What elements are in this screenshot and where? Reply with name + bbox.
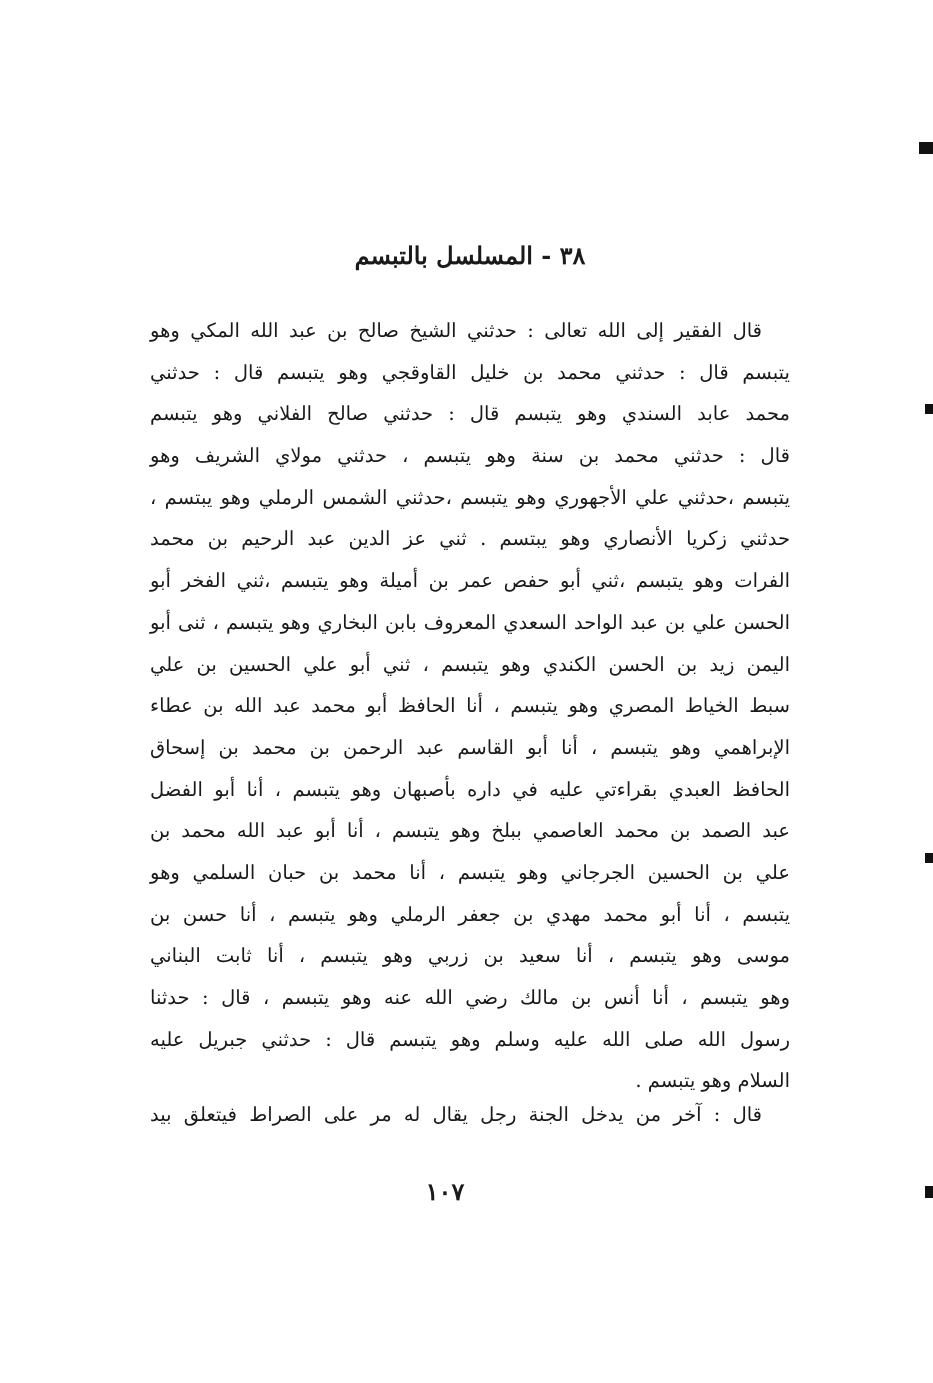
- text-line: وهو يتبسم ، أنا أنس بن مالك رضي الله عنه وهو يتبسم ، قال : حدثنا: [150, 986, 790, 1009]
- main-paragraph: [150, 310, 790, 1102]
- scan-edge-mark: [925, 404, 933, 414]
- text-line: اليمن زيد بن الحسن الكندي وهو يتبسم ، ثني أبو علي الحسين بن علي: [150, 652, 790, 676]
- scan-edge-mark: [919, 142, 933, 154]
- text-line: الحسن علي بن عبد الواحد السعدي المعروف بابن البخاري وهو يتبسم ، ثنى أبو: [150, 610, 790, 634]
- text-line: قال : آخر من يدخل الجنة رجل يقال له مر على الصراط فيتعلق بيد: [150, 1103, 762, 1126]
- second-paragraph: [150, 1094, 790, 1136]
- text-line: الإبراهمي وهو يتبسم ، أنا أبو القاسم عبد الرحمن بن محمد بن إسحاق: [150, 735, 790, 759]
- text-line: الفرات وهو يتبسم ،ثني أبو حفص عمر بن أميلة وهو يتبسم ،ثني الفخر أبو: [150, 569, 790, 593]
- text-line: يتبسم ،حدثني علي الأجهوري وهو يتبسم ،حدثني الشمس الرملي وهو يبتسم ،: [150, 485, 790, 509]
- page-number: ١٠٧: [425, 1177, 465, 1206]
- text-line: موسى وهو يتبسم ، أنا سعيد بن زربي وهو يتبسم ، أنا ثابت البناني: [150, 944, 790, 968]
- text-line: قال الفقير إلى الله تعالى : حدثني الشيخ صالح بن عبد الله المكي وهو: [150, 319, 762, 342]
- text-line: حدثني زكريا الأنصاري وهو يبتسم . ثني عز الدين عبد الرحيم بن محمد: [150, 527, 790, 551]
- text-line: سبط الخياط المصري وهو يتبسم ، أنا الحافظ أبو محمد عبد الله بن عطاء: [150, 694, 790, 718]
- text-line: رسول الله صلى الله عليه وسلم وهو يتبسم قال : حدثني جبريل عليه: [150, 1027, 790, 1051]
- text-line: الحافظ العبدي بقراءتي عليه في داره بأصبهان وهو يتبسم ، أنا أبو الفضل: [150, 777, 790, 801]
- text-line: السلام وهو يتبسم .: [635, 1069, 790, 1093]
- text-line: عبد الصمد بن محمد العاصمي ببلخ وهو يتبسم ، أنا أبو عبد الله محمد بن: [150, 819, 790, 843]
- text-line: محمد عابد السندي وهو يتبسم قال : حدثني صالح الفلاني وهو يتبسم: [150, 402, 790, 426]
- text-line: قال : حدثني محمد بن سنة وهو يتبسم ، حدثني مولاي الشريف وهو: [150, 444, 790, 468]
- text-line: يتبسم قال : حدثني محمد بن خليل القاوقجي وهو يتبسم قال : حدثني: [150, 360, 790, 384]
- scan-edge-mark: [925, 853, 933, 863]
- text-line: يتبسم ، أنا أبو محمد مهدي بن جعفر الرملي وهو يتبسم ، أنا حسن بن: [150, 902, 790, 926]
- text-line: علي بن الحسين الجرجاني وهو يتبسم ، أنا محمد بن حبان السلمي وهو: [150, 860, 790, 884]
- chapter-title: ٣٨ - المسلسل بالتبسم: [354, 241, 586, 270]
- scan-edge-mark: [925, 1186, 933, 1198]
